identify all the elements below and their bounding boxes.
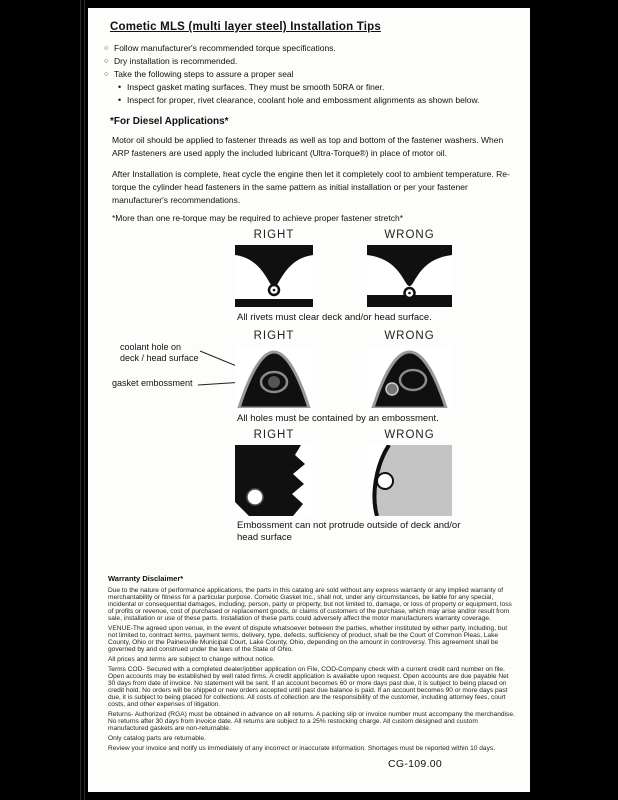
- tip-text: Follow manufacturer's recommended torque specifications.: [114, 43, 336, 53]
- circle-bullet-icon: ○: [104, 58, 109, 65]
- diesel-paragraph-2: After Installation is complete, heat cycle the engine then let it completely cool to ambient temperature. Re-torque the cylinder head fasteners in the same pattern as initial installation or per your fastener manufacturer's recommendations.: [112, 169, 510, 205]
- deck-surface: [235, 299, 313, 307]
- list-item: [104, 55, 518, 68]
- circle-bullet-icon: ○: [104, 71, 109, 78]
- right-label: RIGHT: [253, 330, 295, 342]
- tip-text: Inspect gasket mating surfaces. They must be smooth 50RA or finer.: [127, 82, 385, 92]
- bolt-hole-icon: [377, 473, 393, 489]
- warranty-paragraph: Terms COD- Secured with a completed dealer/jobber application on File, COD-Company check with a current credit card number on file. Open accounts may be established by well rated firms. A credit application is available upon request. Open accounts are due payable Net 30 days from date of invoice. No statement will be sent. If an account becomes 60 or more days past due, it is subject to being placed on credit hold. No orders will be shipped or new orders accepted until past due balance is paid. If an account becomes 90 or more days past due, it is subject to being placed for collections. All costs of collection are the responsibility of the customer, including attorney fees, court costs, and other expenses of litigation.: [108, 666, 509, 708]
- embossment-wrong-diagram: [367, 346, 452, 408]
- right-label: RIGHT: [253, 229, 295, 241]
- coolant-hole-icon: [268, 376, 280, 388]
- embossment-right-diagram: [235, 346, 313, 408]
- row3-caption: Embossment can not protrude outside of deck and/or head surface: [237, 520, 461, 543]
- tip-text: Inspect for proper, rivet clearance, coolant hole and embossment alignments as shown below.: [127, 95, 480, 105]
- coolant-hole-icon: [386, 383, 398, 395]
- list-item-sub: [104, 94, 518, 107]
- list-item: [104, 42, 518, 55]
- warranty-heading: Warranty Disclaimer*: [108, 574, 184, 583]
- retorque-note: *More than one re-torque may be required to achieve proper fastener stretch*: [112, 213, 404, 223]
- row1-caption: All rivets must clear deck and/or head surface.: [237, 312, 432, 323]
- dot-bullet-icon: •: [118, 82, 122, 92]
- embossment-right-illustration: [235, 346, 313, 408]
- protrusion-right-illustration: [235, 445, 313, 516]
- wrong-label: WRONG: [384, 429, 435, 441]
- scan-artifact-line: [80, 0, 81, 800]
- protrusion-wrong-illustration: [367, 445, 452, 516]
- warranty-paragraph: Review your invoice and notify us immediately of any incorrect or inaccurate information. Shortages must be reported within 10 days.: [108, 745, 496, 752]
- rivet-clearance-wrong-diagram: [367, 245, 452, 307]
- wrong-label: WRONG: [384, 330, 435, 342]
- warranty-paragraph: Only catalog parts are returnable.: [108, 735, 206, 742]
- catalog-page: [88, 8, 530, 792]
- tips-list: [104, 42, 518, 107]
- warranty-section: [108, 574, 516, 755]
- warranty-paragraph: VENUE-The agreed upon venue, in the event of dispute whatsoever between the parties, whether instituted by either party, including, but not limited to, contract terms, payment terms, delivery, type, defects, sufficiency of product, shall be the Court of Common Pleas, Lake County, Ohio or the Painesville Municipal Court, Lake County, Ohio, depending on the amount in controversy. This agreement shall be governed by and construed under the laws of the State of Ohio.: [108, 625, 508, 653]
- tip-text: Dry installation is recommended.: [114, 56, 238, 66]
- wrong-label: WRONG: [384, 229, 435, 241]
- warranty-paragraph: Due to the nature of performance applications, the parts in this catalog are sold without any express warranty or any implied warranty of merchantability or fitness for a particular purpose. Cometic Gasket Inc., shall not, under any circumstances, be liable for any special, incidental or consequential damages, including, person, party or property, but not limited to, damage, or loss of property or equipment, loss of profits or revenue, cost of purchased or replacement goods, or claims of customers of the purchase, which may arise and/or result from sale, installation or use of these parts. Installation of these parts could adversely affect the motor manufacturers warranty coverage.: [108, 587, 512, 622]
- rivet-clearance-right-diagram: [235, 245, 313, 307]
- list-item-sub: [104, 81, 518, 94]
- diesel-paragraph-1: Motor oil should be applied to fastener threads as well as top and bottom of the fastener washers. When ARP fasteners are used apply the included lubricant (Ultra-Torque®) in place of motor oil.: [112, 135, 504, 158]
- page-title: Cometic MLS (multi layer steel) Installation Tips: [110, 21, 381, 33]
- protrusion-right-diagram: [235, 445, 313, 516]
- protrusion-wrong-diagram: [367, 445, 452, 516]
- row2-caption: All holes must be contained by an embossment.: [237, 413, 439, 424]
- scan-artifact-line: [84, 0, 85, 800]
- embossment-callout: gasket embossment: [112, 378, 193, 388]
- rivet-right-illustration: [235, 245, 313, 307]
- catalog-page-code: CG-109.00: [388, 758, 443, 770]
- coolant-hole-callout: coolant hole on deck / head surface: [120, 342, 199, 363]
- tip-text: Take the following steps to assure a proper seal: [114, 69, 294, 79]
- diesel-heading: *For Diesel Applications*: [110, 116, 229, 127]
- embossment-wrong-illustration: [367, 346, 452, 408]
- warranty-paragraph: All prices and terms are subject to change without notice.: [108, 656, 275, 663]
- dot-bullet-icon: •: [118, 95, 122, 105]
- circle-bullet-icon: ○: [104, 45, 109, 52]
- rivet-wrong-illustration: [367, 245, 452, 307]
- right-label: RIGHT: [253, 429, 295, 441]
- warranty-paragraph: Returns- Authorized (RGA) must be obtained in advance on all returns. A packing slip or invoice number must accompany the merchandise. No returns after 30 days from invoice date. All returns are subject to a 25% restocking charge. All custom designed and custom manufactured gaskets are non-returnable.: [108, 711, 515, 732]
- list-item: [104, 68, 518, 81]
